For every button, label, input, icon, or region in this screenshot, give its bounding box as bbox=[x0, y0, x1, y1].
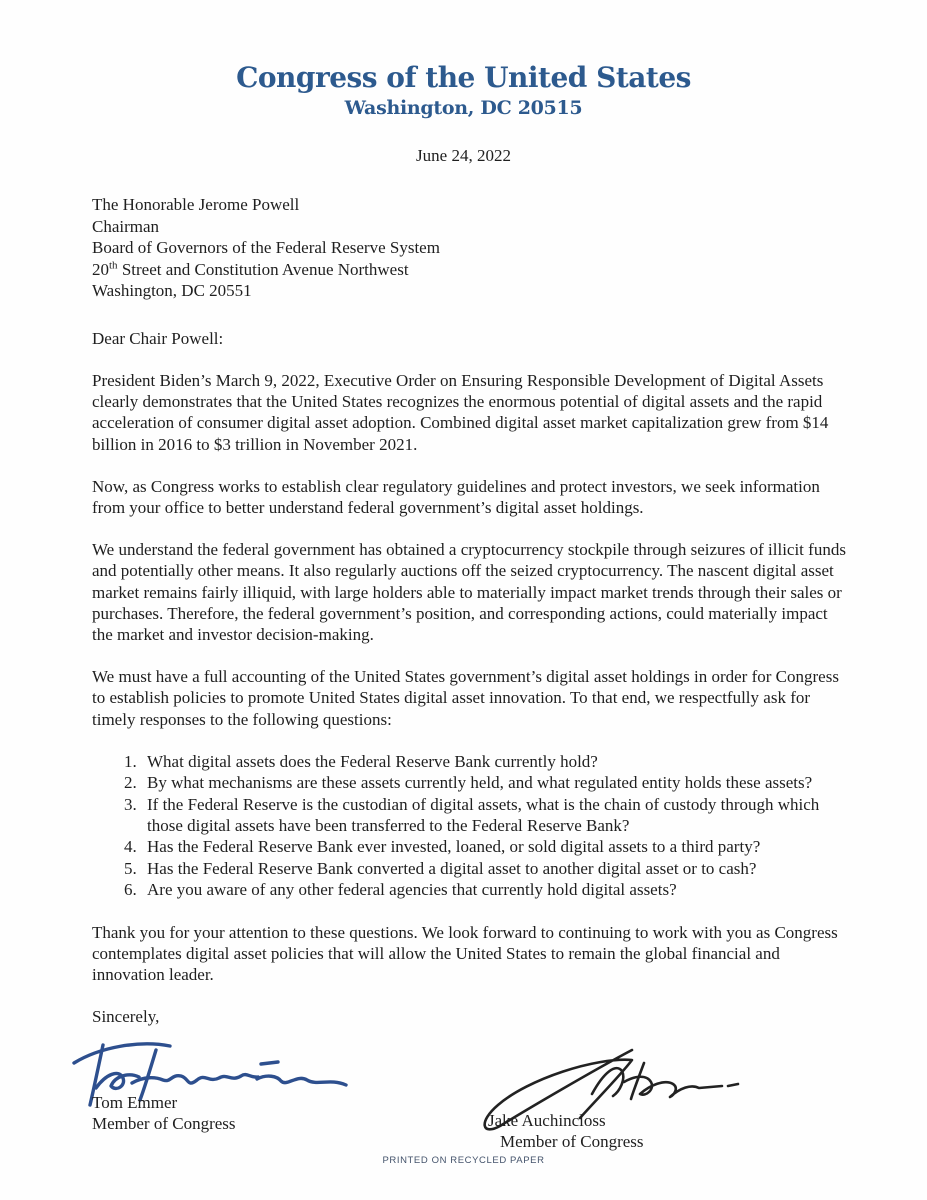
body-paragraph-3: We understand the federal government has obtained a cryptocurrency stockpile through seizures of illicit funds and potentially other means. It also regularly auctions off the seized cryptocurrency. The nascent digital asset market remains fairly illiquid, with large holders able to materially impact market trends through their sales or purchases. Therefore, the federal government’s position, and corresponding actions, could materially impact the market and investor decision-making. bbox=[92, 540, 846, 645]
signer-name: Jake Auchincloss bbox=[488, 1110, 606, 1130]
street-rest: Street and Constitution Avenue Northwest bbox=[117, 259, 409, 279]
signature-block-jake-auchincloss bbox=[474, 1034, 742, 1153]
body-paragraph-2: Now, as Congress works to establish clear regulatory guidelines and protect investors, we seek information from your office to better understand federal government’s digital asset holdings. bbox=[92, 476, 820, 518]
recipient-street bbox=[92, 259, 847, 281]
signer-title: Member of Congress bbox=[500, 1132, 644, 1152]
question-item-2: 2. By what mechanisms are these assets currently held, and what regulated entity holds these assets? bbox=[141, 772, 847, 793]
letterhead-address: Washington, DC 20515 bbox=[344, 97, 583, 119]
signer-name: Tom Emmer bbox=[92, 1092, 178, 1112]
street-number: 20 bbox=[92, 259, 109, 279]
recipient-title: Chairman bbox=[92, 216, 160, 236]
letter-body bbox=[92, 370, 847, 985]
street-ordinal: th bbox=[109, 258, 118, 271]
question-item-4: 4. Has the Federal Reserve Bank ever invested, loaned, or sold digital assets to a third party? bbox=[141, 836, 847, 857]
recipient-city: Washington, DC 20551 bbox=[92, 281, 252, 300]
question-item-3: 3. If the Federal Reserve is the custodian of digital assets, what is the chain of custody through which those digital assets have been transferred to the Federal Reserve Bank? bbox=[141, 794, 847, 837]
signer-title: Member of Congress bbox=[92, 1114, 236, 1134]
recipient-block bbox=[92, 194, 847, 302]
footer-note: PRINTED ON RECYCLED PAPER bbox=[382, 1155, 545, 1166]
salutation: Dear Chair Powell: bbox=[92, 328, 224, 348]
question-item-6: 6. Are you aware of any other federal agencies that currently hold digital assets? bbox=[141, 879, 847, 900]
signature-block-tom-emmer bbox=[92, 1034, 444, 1135]
questions-list bbox=[92, 751, 847, 901]
signature-row bbox=[92, 1034, 847, 1153]
closing-paragraph: Thank you for your attention to these questions. We look forward to continuing to work with you as Congress contemplates digital asset policies that will allow the United States to remain the global financial and innovation leader. bbox=[92, 922, 838, 985]
letterhead bbox=[92, 62, 835, 120]
question-item-5: 5. Has the Federal Reserve Bank converted a digital asset to another digital asset or to cash? bbox=[141, 858, 847, 879]
letterhead-title: Congress of the United States bbox=[236, 61, 691, 94]
date-line: June 24, 2022 bbox=[416, 146, 511, 165]
valediction: Sincerely, bbox=[92, 1007, 160, 1027]
body-paragraph-1: President Biden’s March 9, 2022, Executive Order on Ensuring Responsible Development of Digital Assets clearly demonstrates that the United States recognizes the enormous potential of digital assets and the rapid acceleration of consumer digital asset adoption. Combined digital asset market capitalization grew from $14 billion in 2016 to $3 trillion in November 2021. bbox=[92, 371, 829, 454]
recipient-name: The Honorable Jerome Powell bbox=[92, 195, 300, 214]
recipient-organization: Board of Governors of the Federal Reserve System bbox=[92, 238, 440, 257]
body-paragraph-4: We must have a full accounting of the United States government’s digital asset holdings in order for Congress to establish policies to promote United States digital asset innovation. To that end, we respectfully ask for timely responses to the following questions: bbox=[92, 667, 839, 729]
question-item-1: 1. What digital assets does the Federal Reserve Bank currently hold? bbox=[141, 751, 847, 772]
